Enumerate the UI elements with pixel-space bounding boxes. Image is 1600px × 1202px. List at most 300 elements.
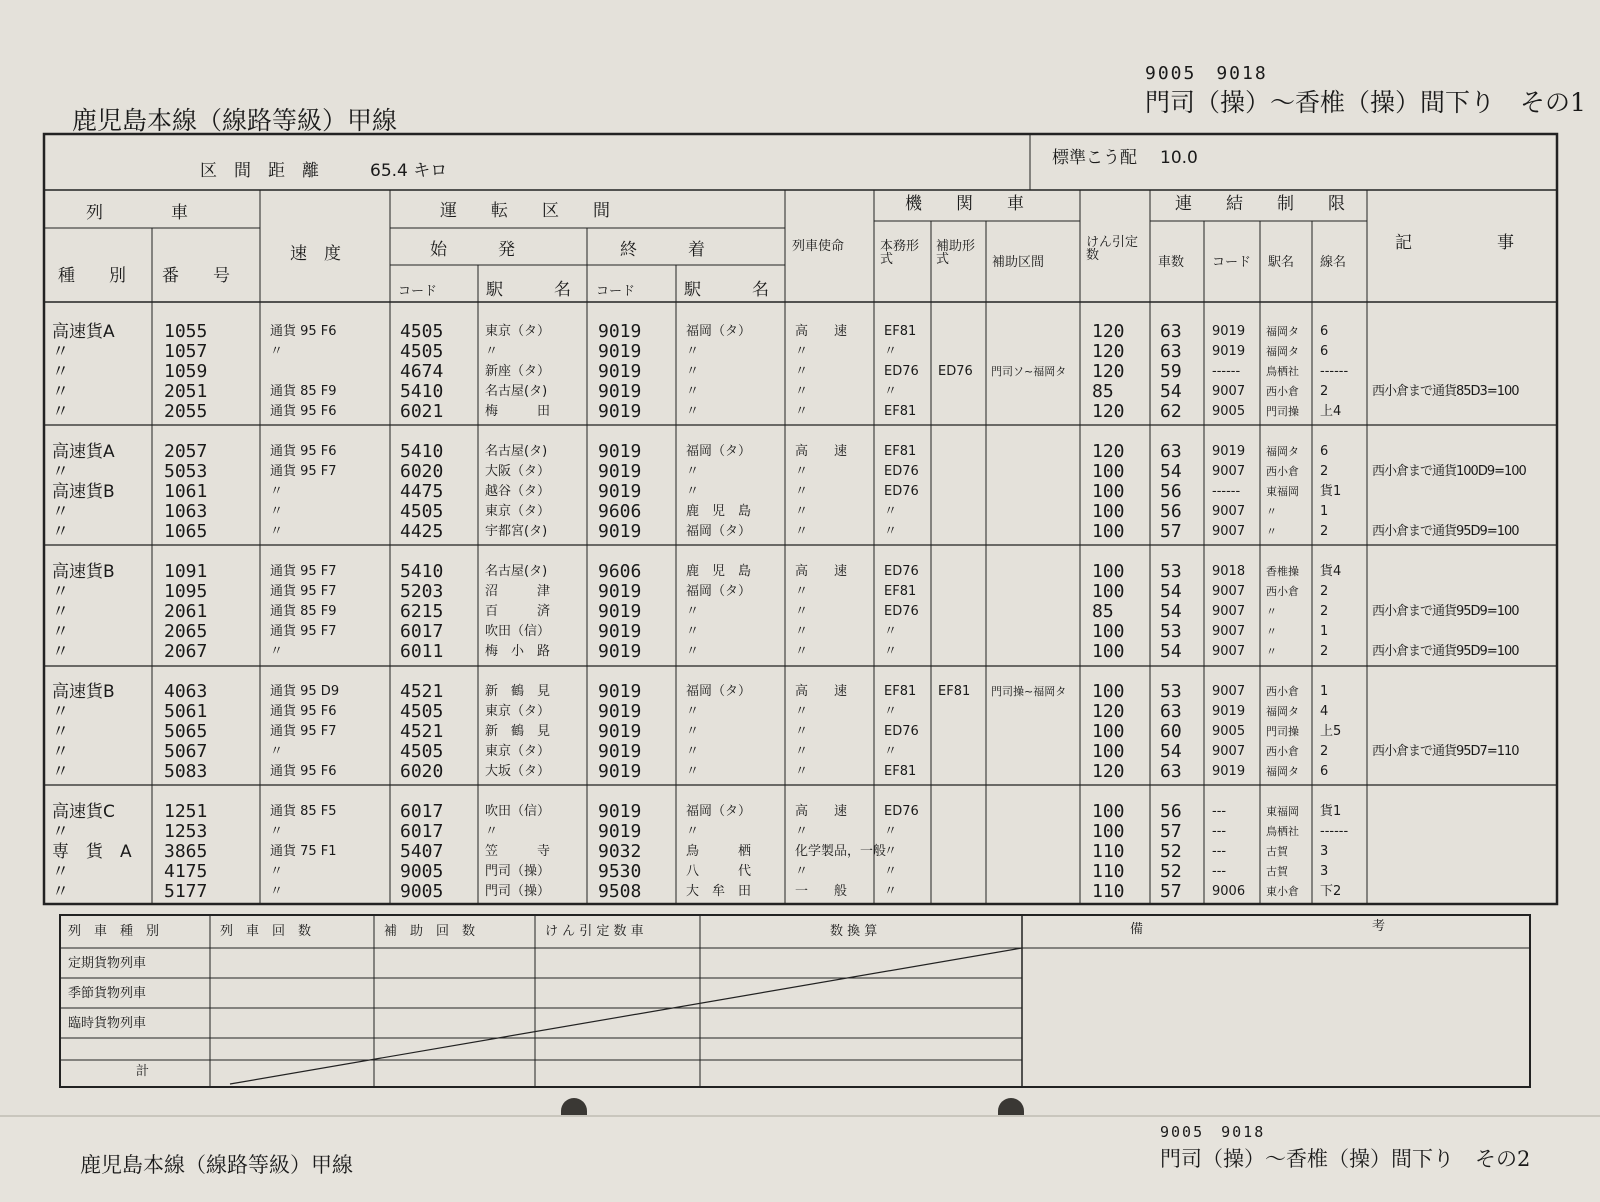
- col-helper-section-group: [991, 682, 1066, 782]
- col-orig-station-group: [485, 802, 550, 902]
- summary-col-remarks-a: 備: [1130, 922, 1144, 937]
- loco-helper-cell: [938, 722, 970, 742]
- col-loco-helper-group: [938, 322, 973, 422]
- next-train-numbers: 9005 9018: [1160, 1123, 1266, 1141]
- speed-cell: [270, 362, 337, 382]
- loco-main-cell: ED76: [884, 464, 919, 479]
- col-tonnage-group: [1092, 682, 1125, 782]
- c-station-cell: 福岡タ: [1266, 345, 1299, 358]
- c-code-cell: 9007: [1212, 504, 1246, 519]
- summary-row-regular: 定期貨物列車: [68, 956, 147, 971]
- speed-cell: 〃: [270, 504, 284, 519]
- orig-code-cell: 6017: [400, 621, 444, 642]
- summary-col-remarks-b: 考: [1372, 919, 1386, 934]
- remarks-cell: [1372, 322, 1519, 342]
- speed-cell: 通貨 95 F6: [270, 324, 337, 339]
- loco-main-cell: EF81: [884, 444, 917, 459]
- mission-cell: 高 速: [795, 444, 848, 459]
- summary-row-total: 計: [136, 1064, 150, 1079]
- cars-cell: 53: [1160, 561, 1182, 582]
- c-code-cell: 9018: [1212, 564, 1246, 579]
- speed-cell: 通貨 75 F1: [270, 844, 337, 859]
- col-orig-code-group: [400, 442, 443, 542]
- col-number-group: [164, 682, 207, 782]
- number-cell: 5053: [164, 461, 208, 482]
- loco-helper-cell: [938, 762, 970, 782]
- tonnage-cell: 100: [1092, 501, 1125, 522]
- col-tonnage: けん引定数: [1086, 235, 1139, 263]
- tonnage-cell: 110: [1092, 861, 1125, 882]
- train-numbers: 9005 9018: [1145, 63, 1268, 84]
- col-type-group: [52, 802, 132, 902]
- dest-station-cell: 〃: [686, 644, 700, 659]
- speed-cell: 通貨 95 F7: [270, 464, 337, 479]
- orig-code-cell: 4521: [400, 681, 444, 702]
- speed-cell: 〃: [270, 524, 284, 539]
- cars-cell: 63: [1160, 701, 1182, 722]
- col-speed-group: [270, 562, 337, 662]
- remarks-cell: [1372, 582, 1519, 602]
- dest-code-cell: 9019: [598, 821, 642, 842]
- orig-code-cell: 4674: [400, 361, 444, 382]
- number-cell: 1055: [164, 321, 208, 342]
- helper-section-cell: [991, 382, 1066, 402]
- col-number: 番 号: [162, 266, 230, 286]
- loco-main-cell: ED76: [884, 724, 919, 739]
- number-cell: 1091: [164, 561, 208, 582]
- remarks-cell: [1372, 442, 1526, 462]
- speed-cell: 〃: [270, 824, 284, 839]
- c-code-cell: 9006: [1212, 884, 1246, 899]
- c-code-cell: ------: [1212, 484, 1241, 499]
- dest-station-cell: 福岡（タ）: [686, 684, 752, 699]
- col-loco-helper-group: [938, 682, 970, 782]
- c-station-cell: 古賀: [1266, 865, 1288, 878]
- col-orig-station-group: [485, 682, 550, 782]
- col-cars-group: [1160, 442, 1182, 542]
- number-cell: 1063: [164, 501, 208, 522]
- col-loco: 機 関 車: [905, 194, 1024, 214]
- c-line-cell: 6: [1320, 324, 1329, 339]
- col-dest-station-group: [686, 682, 751, 782]
- cars-cell: 57: [1160, 881, 1182, 902]
- tonnage-cell: 120: [1092, 761, 1125, 782]
- c-code-cell: ---: [1212, 864, 1227, 879]
- mission-cell: 〃: [795, 764, 809, 779]
- col-type-group: [52, 442, 115, 542]
- col-type-group: [52, 322, 115, 422]
- c-code-cell: 9007: [1212, 624, 1246, 639]
- col-c-line-group: [1320, 802, 1348, 902]
- c-station-cell: 東福岡: [1266, 485, 1299, 498]
- cars-cell: 52: [1160, 841, 1182, 862]
- c-line-cell: 2: [1320, 584, 1329, 599]
- orig-code-cell: 5410: [400, 441, 444, 462]
- mission-cell: 〃: [795, 584, 809, 599]
- remarks-cell: 西小倉まで通貨85D3=100: [1372, 384, 1519, 399]
- loco-helper-cell: [938, 702, 970, 722]
- col-orig-code-group: [400, 562, 443, 662]
- dest-station-cell: 〃: [686, 624, 700, 639]
- type-cell: 〃: [52, 822, 69, 842]
- c-line-cell: 1: [1320, 504, 1329, 519]
- col-type: 種 別: [58, 266, 126, 286]
- cars-cell: 57: [1160, 521, 1182, 542]
- tonnage-cell: 100: [1092, 481, 1125, 502]
- number-cell: 1251: [164, 801, 208, 822]
- dest-code-cell: 9019: [598, 601, 642, 622]
- c-code-cell: 9005: [1212, 724, 1246, 739]
- orig-station-cell: 沼 津: [485, 584, 551, 599]
- c-code-cell: 9019: [1212, 344, 1246, 359]
- col-c-station-group: [1266, 682, 1299, 782]
- cars-cell: 63: [1160, 441, 1182, 462]
- number-cell: 5177: [164, 881, 208, 902]
- col-c-station-group: [1266, 322, 1299, 422]
- speed-cell: 通貨 95 F6: [270, 444, 337, 459]
- c-line-cell: 上4: [1320, 404, 1342, 419]
- c-code-cell: 9019: [1212, 444, 1246, 459]
- type-cell: 高速貨A: [52, 322, 115, 342]
- tonnage-cell: 85: [1092, 381, 1114, 402]
- c-station-cell: 西小倉: [1266, 745, 1299, 758]
- orig-code-cell: 4505: [400, 341, 444, 362]
- remarks-cell: [1372, 362, 1519, 382]
- c-line-cell: 6: [1320, 344, 1329, 359]
- helper-section-cell: [991, 762, 1066, 782]
- dest-station-cell: 福岡（タ）: [686, 324, 752, 339]
- orig-station-cell: 東京（タ）: [485, 744, 551, 759]
- c-line-cell: 2: [1320, 464, 1329, 479]
- orig-station-cell: 門司（操）: [485, 884, 551, 899]
- mission-cell: 高 速: [795, 804, 848, 819]
- c-station-cell: 〃: [1266, 605, 1277, 618]
- dest-code-cell: 9019: [598, 701, 642, 722]
- tonnage-cell: 100: [1092, 681, 1125, 702]
- type-cell: 〃: [52, 722, 69, 742]
- col-cars: 車数: [1158, 255, 1185, 270]
- speed-cell: 〃: [270, 344, 284, 359]
- remarks-cell: 西小倉まで通貨95D9=100: [1372, 644, 1519, 659]
- col-speed: 速 度: [290, 244, 341, 264]
- dest-station-cell: 〃: [686, 384, 700, 399]
- speed-cell: 通貨 95 F6: [270, 404, 337, 419]
- orig-station-cell: 百 済: [485, 604, 551, 619]
- remarks-cell: [1372, 402, 1519, 422]
- col-dest-code-group: [598, 562, 641, 662]
- loco-main-cell: EF81: [884, 584, 917, 599]
- loco-helper-cell: [938, 402, 973, 422]
- dest-station-cell: 〃: [686, 464, 700, 479]
- type-cell: 〃: [52, 762, 69, 782]
- dest-code-cell: 9019: [598, 361, 642, 382]
- c-code-cell: 9007: [1212, 464, 1246, 479]
- mission-cell: 〃: [795, 344, 809, 359]
- col-helper-section-group: [991, 322, 1066, 422]
- helper-section-cell: [991, 722, 1066, 742]
- mission-cell: 化学製品，一般: [795, 844, 887, 859]
- summary-col-tonnage: け ん 引 定 数 車: [545, 924, 644, 939]
- number-cell: 2057: [164, 441, 208, 462]
- number-cell: 2067: [164, 641, 208, 662]
- remarks-cell: [1372, 762, 1519, 782]
- orig-code-cell: 4505: [400, 321, 444, 342]
- number-cell: 5083: [164, 761, 208, 782]
- next-section-title: 門司（操）～香椎（操）間下り その2: [1160, 1147, 1531, 1171]
- type-cell: 専 貨 A: [52, 842, 132, 862]
- dest-code-cell: 9606: [598, 501, 642, 522]
- dest-station-cell: 〃: [686, 764, 700, 779]
- c-line-cell: 貨1: [1320, 804, 1342, 819]
- dest-code-cell: 9019: [598, 381, 642, 402]
- mission-cell: 高 速: [795, 684, 848, 699]
- c-line-cell: 2: [1320, 524, 1329, 539]
- helper-section-cell: [991, 342, 1066, 362]
- remarks-cell: [1372, 682, 1519, 702]
- dest-code-cell: 9019: [598, 721, 642, 742]
- orig-code-cell: 4505: [400, 701, 444, 722]
- orig-code-cell: 5410: [400, 561, 444, 582]
- loco-main-cell: 〃: [884, 824, 898, 839]
- col-tonnage-group: [1092, 562, 1125, 662]
- c-code-cell: 9019: [1212, 324, 1246, 339]
- orig-code-cell: 4505: [400, 501, 444, 522]
- c-station-cell: 〃: [1266, 625, 1277, 638]
- type-cell: 〃: [52, 622, 69, 642]
- number-cell: 2055: [164, 401, 208, 422]
- c-line-cell: 2: [1320, 644, 1329, 659]
- orig-station-cell: 笠 寺: [485, 844, 551, 859]
- col-number-group: [164, 802, 207, 902]
- c-code-cell: 9007: [1212, 524, 1246, 539]
- c-code-cell: 9007: [1212, 684, 1246, 699]
- cars-cell: 63: [1160, 761, 1182, 782]
- number-cell: 5061: [164, 701, 208, 722]
- speed-cell: 〃: [270, 864, 284, 879]
- tonnage-cell: 120: [1092, 341, 1125, 362]
- tonnage-cell: 120: [1092, 361, 1125, 382]
- loco-main-cell: ED76: [884, 484, 919, 499]
- col-loco-helper: 補助形式: [936, 239, 976, 267]
- c-station-cell: 福岡タ: [1266, 705, 1299, 718]
- tonnage-cell: 120: [1092, 321, 1125, 342]
- col-dest-station-group: [686, 442, 751, 542]
- c-station-cell: 門司操: [1266, 725, 1299, 738]
- mission-cell: 〃: [795, 404, 809, 419]
- type-cell: 〃: [52, 642, 69, 662]
- col-cars-group: [1160, 322, 1182, 422]
- orig-station-cell: 大坂（タ）: [485, 764, 551, 779]
- col-tonnage-group: [1092, 802, 1125, 902]
- col-mission-group: [795, 682, 847, 782]
- mission-cell: 〃: [795, 724, 809, 739]
- col-c-station-group: [1266, 802, 1299, 902]
- speed-cell: 〃: [270, 744, 284, 759]
- col-orig-code: コード: [398, 284, 438, 299]
- orig-code-cell: 4425: [400, 521, 444, 542]
- dest-station-cell: 八 代: [686, 864, 752, 879]
- helper-section-cell: [991, 702, 1066, 722]
- dest-station-cell: 鹿 児 島: [686, 504, 752, 519]
- helper-section-cell: [991, 402, 1066, 422]
- tonnage-cell: 120: [1092, 401, 1125, 422]
- orig-code-cell: 6011: [400, 641, 444, 662]
- number-cell: 3865: [164, 841, 208, 862]
- c-station-cell: 福岡タ: [1266, 445, 1299, 458]
- col-dest-station-group: [686, 802, 751, 902]
- orig-station-cell: 名古屋(タ): [485, 384, 548, 399]
- mission-cell: 〃: [795, 464, 809, 479]
- c-line-cell: 3: [1320, 864, 1329, 879]
- col-orig-station-group: [485, 562, 550, 662]
- type-cell: 〃: [52, 402, 69, 422]
- section-title: 門司（操）～香椎（操）間下り その1: [1145, 88, 1586, 117]
- tonnage-cell: 100: [1092, 721, 1125, 742]
- col-mission-group: [795, 322, 847, 422]
- cars-cell: 59: [1160, 361, 1182, 382]
- orig-code-cell: 6020: [400, 461, 444, 482]
- loco-main-cell: EF81: [884, 404, 917, 419]
- number-cell: 1253: [164, 821, 208, 842]
- orig-code-cell: 4521: [400, 721, 444, 742]
- col-coupling-line: 線名: [1320, 255, 1347, 270]
- col-orig-code-group: [400, 802, 443, 902]
- c-line-cell: 2: [1320, 604, 1329, 619]
- dest-code-cell: 9019: [598, 801, 642, 822]
- type-cell: 高速貨B: [52, 482, 115, 502]
- orig-station-cell: 越谷（タ）: [485, 484, 551, 499]
- number-cell: 1057: [164, 341, 208, 362]
- orig-station-cell: 東京（タ）: [485, 504, 551, 519]
- mission-cell: 〃: [795, 624, 809, 639]
- col-coupling-code: コード: [1212, 255, 1252, 270]
- type-cell: 高速貨C: [52, 802, 115, 822]
- loco-main-cell: 〃: [884, 504, 898, 519]
- speed-cell: 〃: [270, 644, 284, 659]
- dest-code-cell: 9032: [598, 841, 642, 862]
- col-c-line-group: [1320, 322, 1348, 422]
- number-cell: 5067: [164, 741, 208, 762]
- dest-code-cell: 9019: [598, 521, 642, 542]
- mission-cell: 〃: [795, 524, 809, 539]
- c-station-cell: 〃: [1266, 505, 1277, 518]
- tonnage-cell: 100: [1092, 821, 1125, 842]
- c-line-cell: 6: [1320, 444, 1329, 459]
- tonnage-cell: 120: [1092, 701, 1125, 722]
- speed-cell: 〃: [270, 884, 284, 899]
- remarks-cell: [1372, 702, 1519, 722]
- remarks-cell: 西小倉まで通貨100D9=100: [1372, 464, 1526, 479]
- tonnage-cell: 120: [1092, 441, 1125, 462]
- col-cars-group: [1160, 562, 1182, 662]
- c-station-cell: 東小倉: [1266, 885, 1299, 898]
- dest-code-cell: 9019: [598, 341, 642, 362]
- remarks-cell: [1372, 562, 1519, 582]
- number-cell: 1065: [164, 521, 208, 542]
- orig-code-cell: 6017: [400, 801, 444, 822]
- orig-station-cell: 〃: [485, 824, 499, 839]
- number-cell: 4063: [164, 681, 208, 702]
- loco-main-cell: ED76: [884, 604, 919, 619]
- loco-main-cell: 〃: [884, 624, 898, 639]
- cars-cell: 56: [1160, 481, 1182, 502]
- col-remarks-group: [1372, 562, 1519, 662]
- type-cell: 〃: [52, 582, 69, 602]
- c-line-cell: 3: [1320, 844, 1329, 859]
- c-line-cell: 貨1: [1320, 484, 1342, 499]
- summary-col-helper-runs: 補 助 回 数: [384, 924, 476, 939]
- dest-code-cell: 9019: [598, 681, 642, 702]
- dest-station-cell: 〃: [686, 344, 700, 359]
- col-speed-group: [270, 442, 337, 542]
- col-coupling: 連 結 制 限: [1175, 194, 1345, 214]
- cars-cell: 52: [1160, 861, 1182, 882]
- col-c-line-group: [1320, 562, 1341, 662]
- type-cell: 高速貨B: [52, 562, 115, 582]
- orig-station-cell: 新座（タ）: [485, 364, 551, 379]
- loco-helper-cell: [938, 342, 973, 362]
- col-train: 列 車: [86, 203, 188, 223]
- col-remarks-group: [1372, 322, 1519, 422]
- c-code-cell: ------: [1212, 364, 1241, 379]
- dest-code-cell: 9508: [598, 881, 642, 902]
- tonnage-cell: 100: [1092, 801, 1125, 822]
- mission-cell: 〃: [795, 364, 809, 379]
- summary-row-seasonal: 季節貨物列車: [68, 986, 147, 1001]
- orig-code-cell: 5203: [400, 581, 444, 602]
- cars-cell: 54: [1160, 601, 1182, 622]
- col-mission-group: [795, 802, 886, 902]
- loco-helper-cell: [938, 742, 970, 762]
- dest-code-cell: 9019: [598, 641, 642, 662]
- col-c-station-group: [1266, 562, 1299, 662]
- orig-station-cell: 東京（タ）: [485, 704, 551, 719]
- number-cell: 1095: [164, 581, 208, 602]
- c-station-cell: 〃: [1266, 645, 1277, 658]
- col-orig-station-group: [485, 442, 550, 542]
- type-cell: 〃: [52, 602, 69, 622]
- orig-code-cell: 4475: [400, 481, 444, 502]
- c-line-cell: ------: [1320, 364, 1349, 379]
- orig-code-cell: 6017: [400, 821, 444, 842]
- c-code-cell: 9019: [1212, 764, 1246, 779]
- col-c-line-group: [1320, 682, 1341, 782]
- c-station-cell: 〃: [1266, 525, 1277, 538]
- dest-station-cell: 〃: [686, 604, 700, 619]
- tonnage-cell: 100: [1092, 641, 1125, 662]
- c-station-cell: 香椎操: [1266, 565, 1299, 578]
- speed-cell: 〃: [270, 484, 284, 499]
- type-cell: 〃: [52, 342, 69, 362]
- c-station-cell: 西小倉: [1266, 685, 1299, 698]
- speed-cell: 通貨 85 F9: [270, 604, 337, 619]
- mission-cell: 〃: [795, 864, 809, 879]
- cars-cell: 53: [1160, 681, 1182, 702]
- col-c-code-group: [1212, 682, 1245, 782]
- orig-station-cell: 〃: [485, 344, 499, 359]
- col-speed-group: [270, 802, 337, 902]
- c-line-cell: ------: [1320, 824, 1349, 839]
- dest-station-cell: 鳥 栖: [686, 844, 752, 859]
- col-dest-station-group: [686, 562, 751, 662]
- col-mission-group: [795, 562, 847, 662]
- cars-cell: 57: [1160, 821, 1182, 842]
- speed-cell: 通貨 85 F5: [270, 804, 337, 819]
- col-dest: 終 着: [620, 240, 705, 260]
- c-line-cell: 1: [1320, 684, 1329, 699]
- distance-value: 65.4 キロ: [370, 161, 448, 181]
- type-cell: 〃: [52, 862, 69, 882]
